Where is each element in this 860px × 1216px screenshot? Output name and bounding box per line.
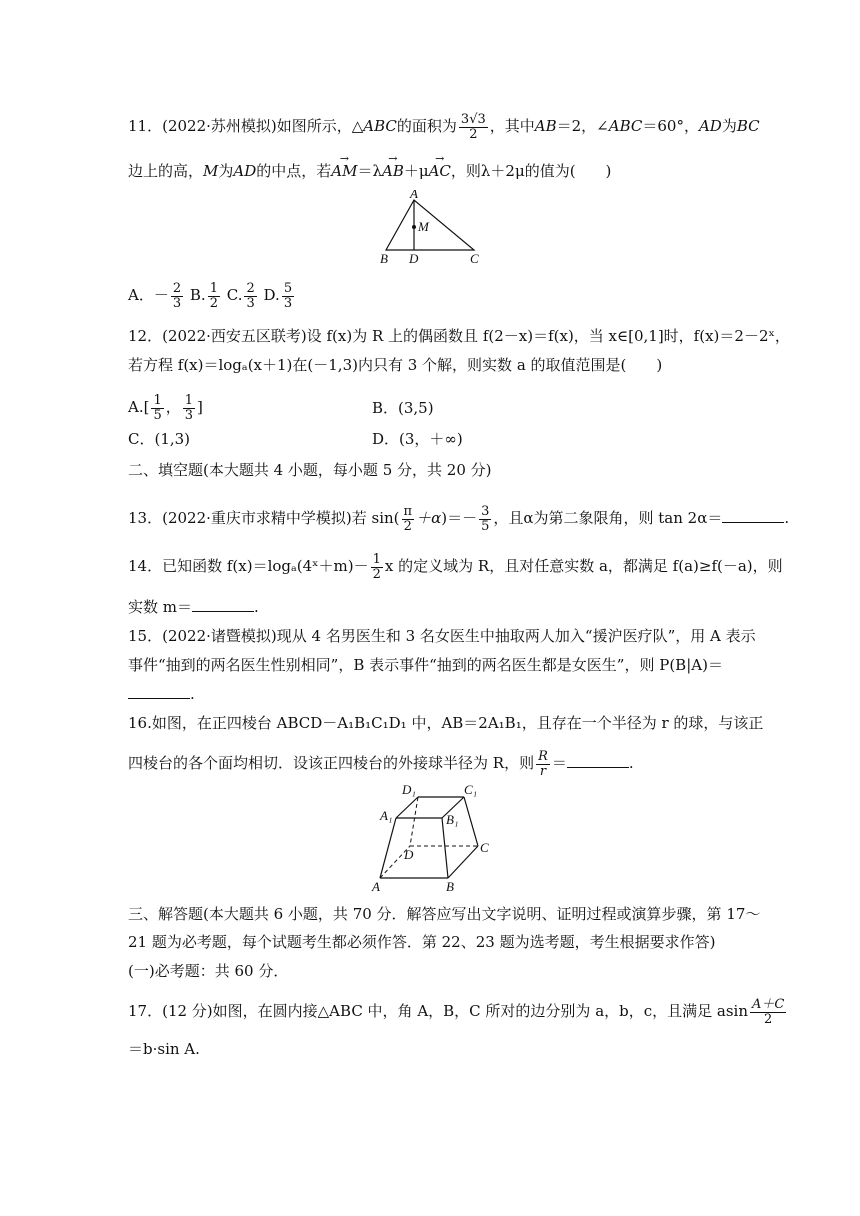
q16-frustum-figure xyxy=(366,781,506,897)
q16-label-a1: A₁ xyxy=(380,808,393,823)
q16-line2: 四棱台的各个面均相切．设该正四棱台的外接球半径为 R，则 $\frac{R}{r}$ ＝ . xyxy=(128,749,634,779)
q16-label-d1: D₁ xyxy=(402,782,416,797)
q14-answer-blank[interactable] xyxy=(192,597,254,612)
section3-heading-line3: (一)必考题：共 60 分． xyxy=(128,962,289,980)
section3-heading-line1: 三、解答题(本大题共 6 小题，共 70 分．解答应写出文字说明、证明过程或演算步骤，第 17～ xyxy=(128,905,761,923)
q13-line: 13．(2022·重庆市求精中学模拟)若 sin( $\frac{\pi}{2}$ ＋α)＝－ $\frac{3}{5}$ ，且α为第二象限角，则 tan 2α＝ . xyxy=(128,504,790,534)
q17-line2: ＝b·sin A. xyxy=(128,1040,200,1058)
q16-label-c: C xyxy=(480,840,489,855)
q11-line2: 边上的高，M为AD的中点，若→ AM＝λ→ AB＋μ→ AC，则λ＋2μ的值为( ) xyxy=(128,161,611,181)
q12-option-a: A.[ $\frac{1}{5}$ ， $\frac{1}{3}$ ] xyxy=(128,393,203,423)
q12-option-b: B．(3,5) xyxy=(372,399,434,417)
q12-option-c: C．(1,3) xyxy=(128,430,191,448)
q16-label-d: D xyxy=(404,847,414,862)
q14-line2: 实数 m＝ . xyxy=(128,598,259,616)
q15-answer-blank[interactable] xyxy=(128,684,190,699)
q17-line1: 17．(12 分)如图，在圆内接△ABC 中，角 A，B，C 所对的边分别为 a，b，c，且满足 asin $\frac{A+C}{2}$ xyxy=(128,997,785,1027)
q11-triangle-figure xyxy=(376,190,486,268)
q11-options: A．－ $\frac{2}{3}$ B. $\frac{1}{2}$ C. $\frac{2}{3}$ D. $\frac{5}{3}$ xyxy=(128,281,293,311)
area-fraction: $\frac{3√3}{2}$ xyxy=(460,112,486,142)
q11-label-d: D xyxy=(409,251,419,266)
q15-line2: 事件“抽到的两名医生性别相同”，B 表示事件“抽到的两名医生都是女医生”，则 P(B|A)＝ xyxy=(128,656,723,674)
q16-line1: 16.如图，在正四棱台 ABCD－A₁B₁C₁D₁ 中，AB＝2A₁B₁，且存在一个半径为 r 的球，与该正 xyxy=(128,714,764,732)
q12-line2: 若方程 f(x)＝logₐ(x＋1)在(－1,3)内只有 3 个解，则实数 a 的取值范围是( ) xyxy=(128,356,663,374)
q16-label-b1: B₁ xyxy=(446,812,459,827)
q11-line1: 11．(2022·苏州模拟)如图所示，△ABC的面积为 $\frac{3√3}{2}$ ，其中AB＝2，∠ABC＝60°，AD为BC xyxy=(128,112,760,142)
q16-label-c1: C₁ xyxy=(464,782,478,797)
q13-answer-blank[interactable] xyxy=(722,508,784,523)
section2-heading: 二、填空题(本大题共 4 小题，每小题 5 分，共 20 分) xyxy=(128,461,492,479)
q12-line1: 12．(2022·西安五区联考)设 f(x)为 R 上的偶函数且 f(2－x)＝f(x)，当 x∈[0,1]时，f(x)＝2－2ˣ， xyxy=(128,327,790,345)
q12-option-d: D．(3，＋∞) xyxy=(372,430,463,448)
q11-label-a: A xyxy=(410,190,418,201)
q14-line1: 14．已知函数 f(x)＝logₐ(4ˣ＋m)－ $\frac{1}{2}$ x 的定义域为 R，且对任意实数 a，都满足 f(a)≥f(－a)，则 xyxy=(128,552,783,582)
q11-label-m: M xyxy=(418,219,429,234)
q15-line3: . xyxy=(128,684,195,704)
q11-label-c: C xyxy=(470,251,479,266)
q16-answer-blank[interactable] xyxy=(567,753,629,768)
section3-heading-line2: 21 题为必考题，每个试题考生都必须作答．第 22、23 题为选考题，考生根据要求作答) xyxy=(128,933,716,951)
q16-label-a: A xyxy=(372,879,380,894)
q11-label-b: B xyxy=(380,251,388,266)
q16-label-b: B xyxy=(446,879,454,894)
q15-line1: 15．(2022·诸暨模拟)现从 4 名男医生和 3 名女医生中抽取两人加入“援沪医疗队”，用 A 表示 xyxy=(128,627,756,645)
